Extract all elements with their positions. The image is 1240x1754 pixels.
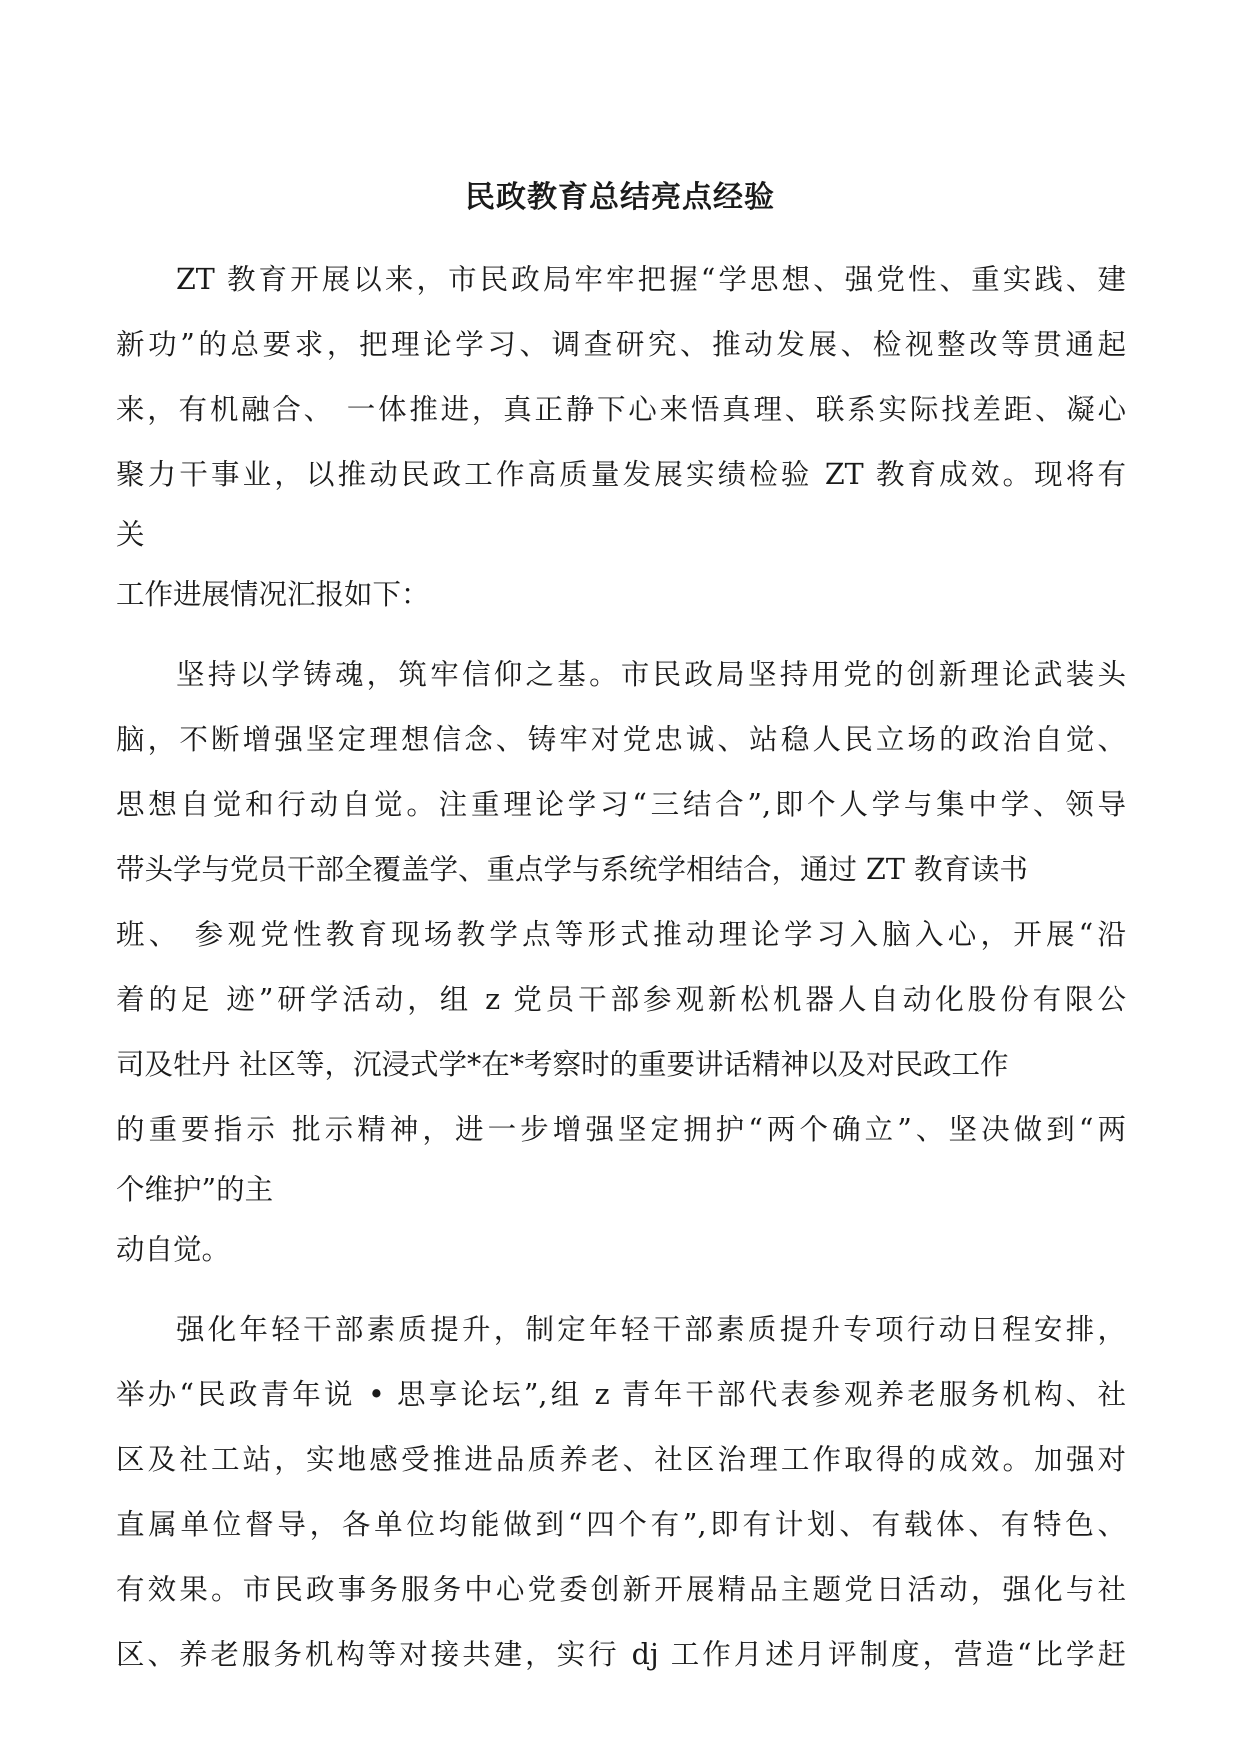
paragraph-3-line-3: 区及社工站，实地感受推进品质养老、社区治理工作取得的成效。加强对 xyxy=(116,1443,1126,1476)
paragraph-1-line-5: 关 xyxy=(116,518,145,551)
paragraph-3-line-2: 举办“民政青年说 • 思享论坛”,组 z 青年干部代表参观养老服务机构、社 xyxy=(116,1378,1126,1411)
paragraph-2-line-3: 思想自觉和行动自觉。注重理论学习“三结合”,即个人学与集中学、领导 xyxy=(116,788,1126,821)
paragraph-1-line-4: 聚力干事业，以推动民政工作高质量发展实绩检验 ZT 教育成效。现将有 xyxy=(116,458,1126,491)
paragraph-2-line-2: 脑，不断增强坚定理想信念、铸牢对党忠诚、站稳人民立场的政治自觉、 xyxy=(116,723,1126,756)
paragraph-2-line-8: 的重要指示 批示精神，进一步增强坚定拥护“两个确立”、坚决做到“两 xyxy=(116,1113,1126,1146)
paragraph-1-line-1: ZT 教育开展以来，市民政局牢牢把握“学思想、强党性、重实践、建 xyxy=(176,263,1126,296)
paragraph-1-line-2: 新功”的总要求，把理论学习、调查研究、推动发展、检视整改等贯通起 xyxy=(116,328,1126,361)
paragraph-3-line-6: 区、养老服务机构等对接共建，实行 dj 工作月述月评制度，营造“比学赶 xyxy=(116,1638,1126,1671)
paragraph-3-line-4: 直属单位督导，各单位均能做到“四个有”,即有计划、有载体、有特色、 xyxy=(116,1508,1126,1541)
paragraph-1-line-3: 来，有机融合、 一体推进，真正静下心来悟真理、联系实际找差距、凝心 xyxy=(116,393,1126,426)
paragraph-2-line-5: 班、 参观党性教育现场教学点等形式推动理论学习入脑入心，开展“沿 xyxy=(116,918,1126,951)
paragraph-3-line-1: 强化年轻干部素质提升，制定年轻干部素质提升专项行动日程安排， xyxy=(176,1313,1126,1346)
paragraph-2-line-9: 个维护”的主 xyxy=(116,1173,274,1206)
paragraph-2-line-7: 司及牡丹 社区等，沉浸式学*在*考察时的重要讲话精神以及对民政工作 xyxy=(116,1048,1009,1081)
paragraph-2-line-4: 带头学与党员干部全覆盖学、重点学与系统学相结合，通过 ZT 教育读书 xyxy=(116,853,1028,886)
document-title: 民政教育总结亮点经验 xyxy=(465,180,775,215)
paragraph-2-line-1: 坚持以学铸魂，筑牢信仰之基。市民政局坚持用党的创新理论武装头 xyxy=(176,658,1126,691)
paragraph-2-line-6: 着的足 迹”研学活动，组 z 党员干部参观新松机器人自动化股份有限公 xyxy=(116,983,1126,1016)
paragraph-1-line-6: 工作进展情况汇报如下： xyxy=(116,578,430,611)
paragraph-2-line-10: 动自觉。 xyxy=(116,1233,231,1266)
paragraph-3-line-5: 有效果。市民政事务服务中心党委创新开展精品主题党日活动，强化与社 xyxy=(116,1573,1126,1606)
